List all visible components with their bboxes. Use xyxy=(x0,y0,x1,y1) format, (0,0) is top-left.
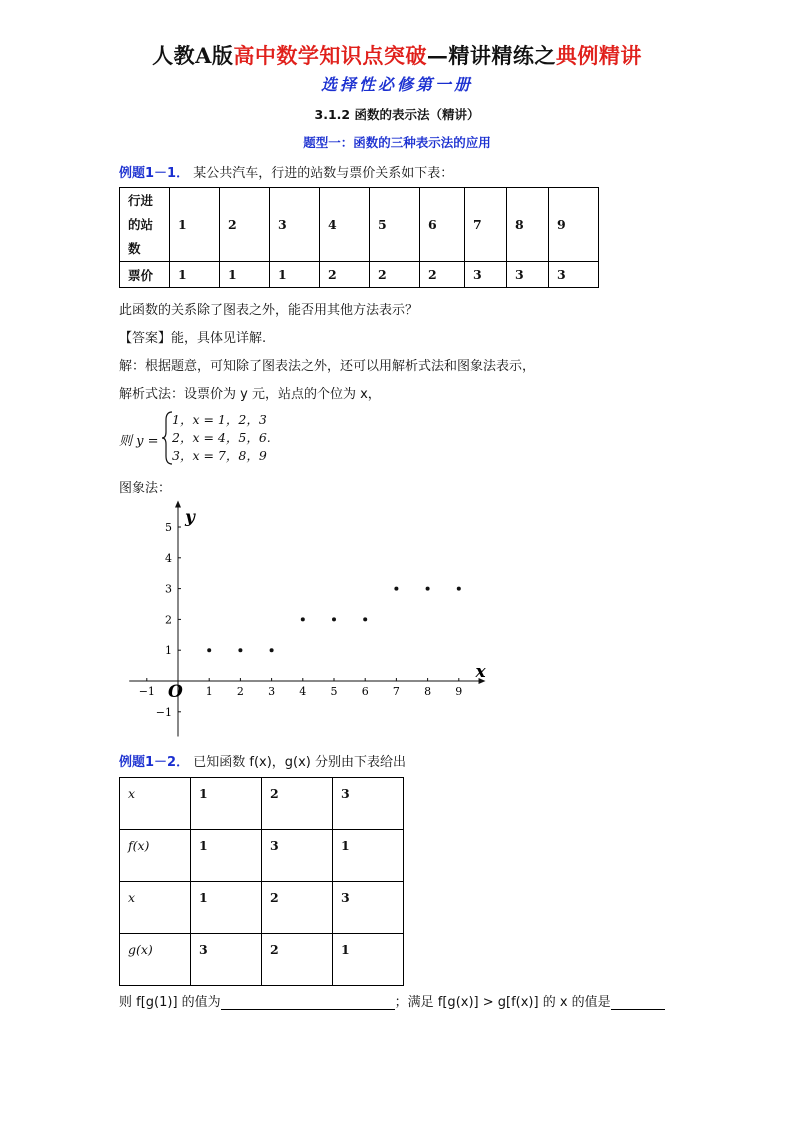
fare-table xyxy=(119,187,599,288)
table-cell xyxy=(191,778,262,830)
table-cell: 3 xyxy=(507,262,549,288)
cell-text: 3 xyxy=(270,838,279,853)
example-1-formula-intro: 解析式法：设票价为 y 元，站点的个位为 x， xyxy=(119,387,381,402)
cell-text: 2 xyxy=(270,942,279,957)
y-tick-label: 1 xyxy=(165,644,172,658)
y-tick-label: 3 xyxy=(165,582,172,596)
question-type-heading: 题型一：函数的三种表示法的应用 xyxy=(303,135,491,150)
table-cell: 3 xyxy=(465,262,507,288)
table-cell: 2 xyxy=(420,262,465,288)
table-cell: 8 xyxy=(507,188,549,262)
x-tick-label: 8 xyxy=(424,685,432,698)
example-2-question-part-2: ；满足 f[g(x)] > g[f(x)] 的 x 的值是 xyxy=(394,995,611,1010)
table-cell: 1 xyxy=(170,188,220,262)
cell-text: g(x) xyxy=(128,942,153,957)
x-tick-label: 3 xyxy=(268,685,276,698)
table-cell xyxy=(333,778,404,830)
example-1-graph-intro: 图象法： xyxy=(119,481,172,496)
table-cell xyxy=(333,830,404,882)
answer-blank-2[interactable] xyxy=(611,995,665,1010)
y-tick-label: 4 xyxy=(165,551,172,565)
x-axis-label: x xyxy=(475,662,486,682)
table-cell: 1 xyxy=(170,262,220,288)
cell-text: 2 xyxy=(270,890,279,905)
document-title xyxy=(0,40,794,70)
title-part-4: 典例精讲 xyxy=(555,43,642,68)
x-tick-label: 4 xyxy=(299,685,307,698)
data-point xyxy=(270,648,274,652)
example-1-solution: 解：根据题意，可知除了图表法之外，还可以用解析式法和图象法表示， xyxy=(119,359,536,374)
table-cell xyxy=(262,882,333,934)
fare-graph xyxy=(115,500,495,740)
example-2-label: 例题1－2． xyxy=(119,755,190,770)
data-point xyxy=(457,587,461,591)
table-cell: 2 xyxy=(320,262,370,288)
piecewise-case: 3，x = 7，8，9 xyxy=(172,448,267,463)
origin-label: O xyxy=(168,682,183,702)
function-table-row xyxy=(120,934,404,986)
function-table-row xyxy=(120,882,404,934)
piecewise-prefix: 则 y = xyxy=(119,434,159,449)
x-tick-label: 9 xyxy=(455,685,463,698)
table-cell xyxy=(120,882,191,934)
table-cell xyxy=(262,830,333,882)
fare-row xyxy=(120,262,599,288)
y-tick-label: −1 xyxy=(155,705,172,719)
piecewise-cases xyxy=(172,411,271,465)
table-cell: 7 xyxy=(465,188,507,262)
example-1-stem-line xyxy=(119,162,453,181)
data-point xyxy=(426,587,430,591)
document-subtitle: 选择性必修第一册 xyxy=(320,75,473,94)
example-2-question xyxy=(119,991,665,1010)
table-cell: 3 xyxy=(270,188,320,262)
table-cell: 2 xyxy=(370,262,420,288)
data-point xyxy=(332,617,336,621)
example-1-stem: 某公共汽车，行进的站数与票价关系如下表： xyxy=(193,166,454,181)
title-part-2: 高中数学知识点突破 xyxy=(233,43,427,68)
table-cell: 4 xyxy=(320,188,370,262)
cell-text: 1 xyxy=(199,838,208,853)
section-heading: 3.1.2 函数的表示法（精讲） xyxy=(314,107,480,122)
stations-header-cell xyxy=(120,188,170,262)
function-table-row xyxy=(120,778,404,830)
table-cell xyxy=(262,934,333,986)
table-cell xyxy=(120,778,191,830)
title-part-1: 人教A版 xyxy=(152,43,234,68)
table-cell xyxy=(333,882,404,934)
cell-text: x xyxy=(128,890,136,905)
stations-header-line: 数 xyxy=(128,240,141,256)
x-tick-label: 2 xyxy=(236,685,244,698)
x-tick-label: 7 xyxy=(392,685,400,698)
fare-header-cell: 票价 xyxy=(120,262,170,288)
x-tick-label: 6 xyxy=(361,685,369,698)
answer-blank-1[interactable] xyxy=(221,995,395,1010)
example-1-label: 例题1－1． xyxy=(119,166,190,181)
table-cell: 2 xyxy=(220,188,270,262)
cell-text: 3 xyxy=(341,786,350,801)
table-cell: 3 xyxy=(549,262,599,288)
function-table xyxy=(119,777,404,986)
table-cell: 1 xyxy=(220,262,270,288)
cell-text: f(x) xyxy=(128,838,150,853)
cell-text: 3 xyxy=(199,942,208,957)
stations-header-line: 行进 xyxy=(128,192,154,208)
cell-text: 1 xyxy=(341,838,350,853)
table-cell: 6 xyxy=(420,188,465,262)
table-cell xyxy=(262,778,333,830)
data-point xyxy=(394,587,398,591)
y-axis-label: y xyxy=(185,507,195,528)
y-tick-label: 2 xyxy=(165,613,172,627)
example-2-question-part-1: 则 f[g(1)] 的值为 xyxy=(119,995,221,1010)
x-tick-label: −1 xyxy=(138,685,155,698)
piecewise-case: 1，x = 1，2，3 xyxy=(172,412,267,427)
example-1-answer: 【答案】能，具体见详解. xyxy=(119,331,267,346)
table-cell: 5 xyxy=(370,188,420,262)
data-point xyxy=(238,648,242,652)
data-point xyxy=(363,617,367,621)
function-table-row xyxy=(120,830,404,882)
cell-text: x xyxy=(128,786,136,801)
cell-text: 1 xyxy=(341,942,350,957)
example-2-stem-line xyxy=(119,751,406,770)
x-tick-label: 5 xyxy=(330,685,338,698)
piecewise-case: 2，x = 4，5，6. xyxy=(172,430,271,445)
table-cell xyxy=(120,934,191,986)
x-tick-label: 1 xyxy=(205,685,213,698)
table-cell xyxy=(191,882,262,934)
title-part-3: —精讲精练之 xyxy=(426,43,556,68)
example-1-question: 此函数的关系除了图表之外，能否用其他方法表示？ xyxy=(119,303,419,318)
cell-text: 2 xyxy=(270,786,279,801)
cell-text: 1 xyxy=(199,786,208,801)
cell-text: 3 xyxy=(341,890,350,905)
table-cell xyxy=(120,830,191,882)
table-cell xyxy=(191,934,262,986)
data-point xyxy=(301,617,305,621)
table-cell: 9 xyxy=(549,188,599,262)
stations-header-line: 的站 xyxy=(128,216,154,232)
y-tick-label: 5 xyxy=(165,521,172,534)
table-cell: 1 xyxy=(270,262,320,288)
stations-row xyxy=(120,188,599,262)
table-cell xyxy=(333,934,404,986)
cell-text: 1 xyxy=(199,890,208,905)
table-cell xyxy=(191,830,262,882)
example-2-stem: 已知函数 f(x)，g(x) 分别由下表给出 xyxy=(193,755,407,770)
y-axis-arrow xyxy=(175,501,181,508)
data-point xyxy=(207,648,211,652)
